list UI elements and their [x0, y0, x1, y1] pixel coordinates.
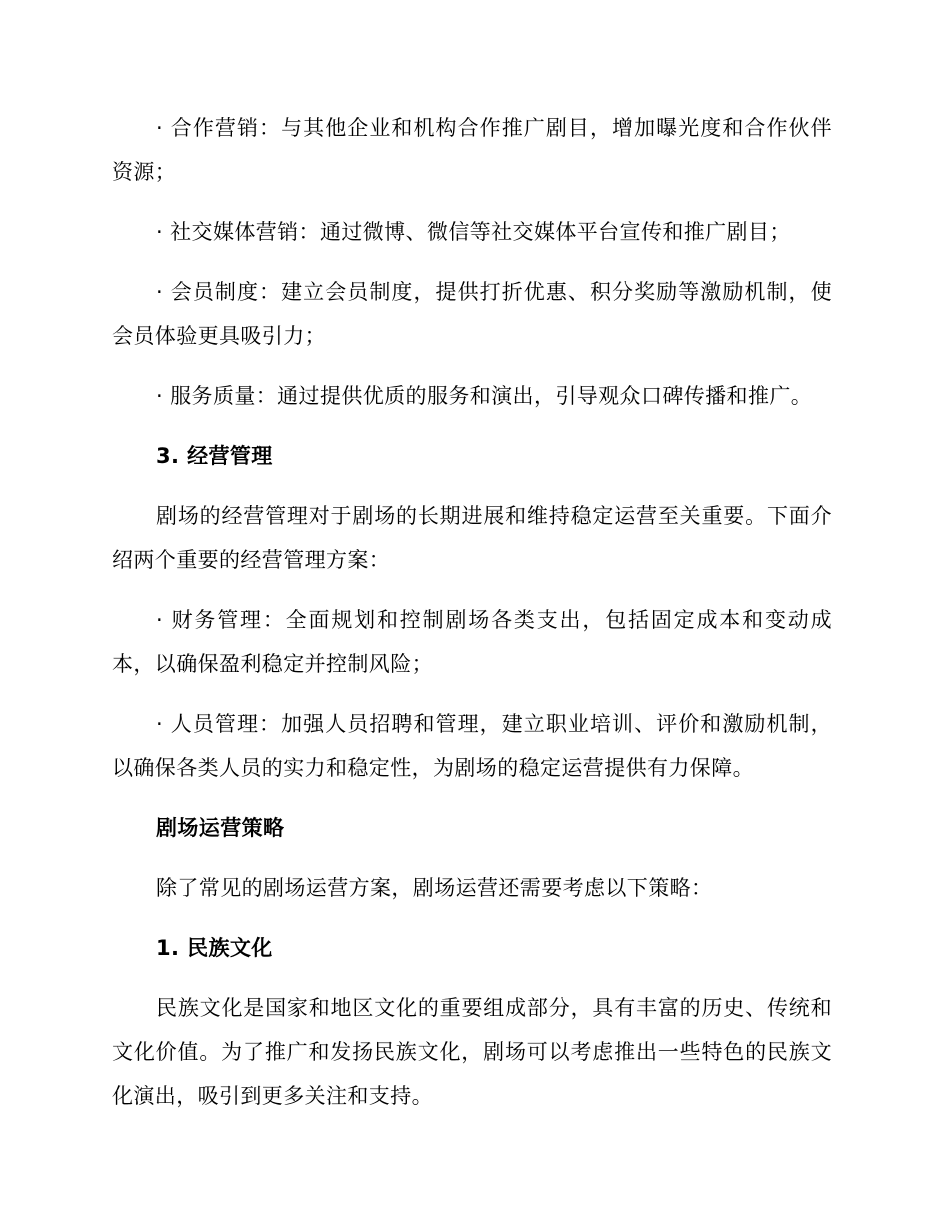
- bullet-financial-management: · 财务管理：全面规划和控制剧场各类支出，包括固定成本和变动成本，以确保盈利稳定并控制风险；: [112, 608, 832, 676]
- section-heading-ethnic-culture: 1. 民族文化: [156, 936, 273, 960]
- bullet-cooperative-marketing: · 合作营销：与其他企业和机构合作推广剧目，增加曝光度和合作伙伴资源；: [112, 116, 832, 184]
- bullet-service-quality: · 服务质量：通过提供优质的服务和演出，引导观众口碑传播和推广。: [156, 384, 813, 408]
- theater-strategy-intro: 除了常见的剧场运营方案，剧场运营还需要考虑以下策略：: [156, 876, 713, 900]
- section-heading-theater-strategy: 剧场运营策略: [156, 816, 285, 840]
- document-body: [112, 106, 832, 1134]
- bullet-membership-system: · 会员制度：建立会员制度，提供打折优惠、积分奖励等激励机制，使会员体验更具吸引力；: [112, 280, 832, 348]
- ethnic-culture-paragraph: 民族文化是国家和地区文化的重要组成部分，具有丰富的历史、传统和文化价值。为了推广和发扬民族文化，剧场可以考虑推出一些特色的民族文化演出，吸引到更多关注和支持。: [112, 996, 832, 1108]
- bullet-social-media-marketing: · 社交媒体营销：通过微博、微信等社交媒体平台宣传和推广剧目；: [156, 220, 791, 244]
- bullet-personnel-management: · 人员管理：加强人员招聘和管理，建立职业培训、评价和激励机制，以确保各类人员的实力和稳定性，为剧场的稳定运营提供有力保障。: [112, 712, 832, 780]
- operations-management-intro: 剧场的经营管理对于剧场的长期进展和维持稳定运营至关重要。下面介绍两个重要的经营管理方案：: [112, 504, 832, 572]
- section-heading-operations-management: 3. 经营管理: [156, 444, 273, 468]
